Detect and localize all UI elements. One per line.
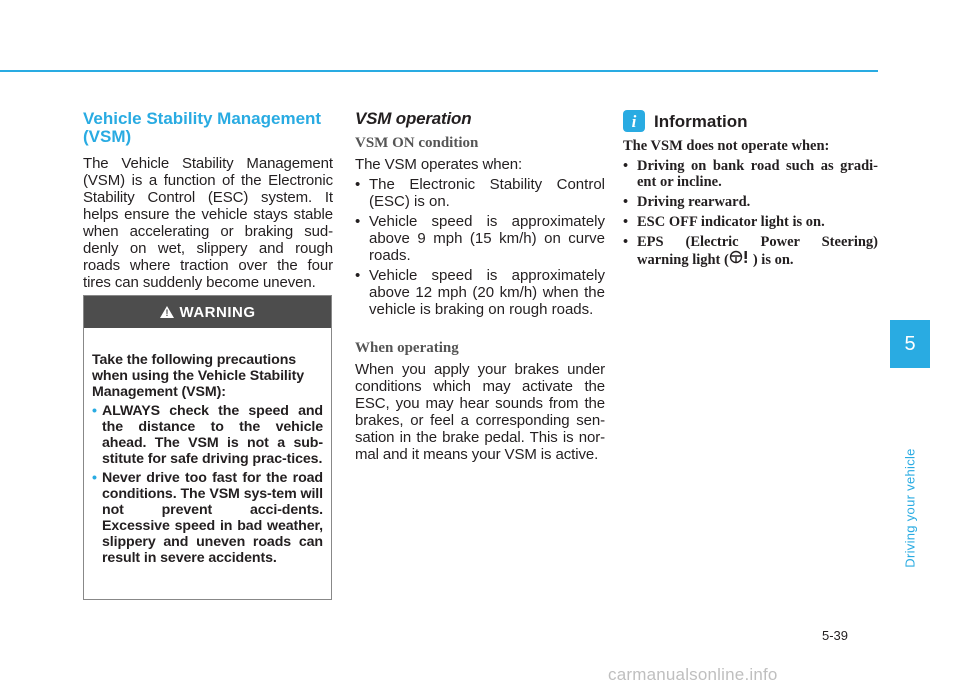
- warning-header: [84, 296, 331, 328]
- watermark: carmanualsonline.info: [608, 665, 778, 684]
- vsm-on-item: • Vehicle speed is approximately above 9 mph (15 km/h) on curve roads.: [355, 213, 605, 264]
- vsm-operation-title: VSM operation: [355, 109, 472, 128]
- bullet-icon: •: [92, 403, 97, 419]
- warning-box: [83, 295, 332, 600]
- vsm-on-heading: VSM ON condition: [355, 135, 479, 151]
- warning-lead: Take the following precautions when using the Vehicle Stability Management (VSM):: [92, 352, 305, 400]
- vsm-on-item: • The Electronic Stability Control (ESC) is on.: [355, 176, 605, 210]
- top-rule: [0, 70, 878, 72]
- bullet-icon: •: [92, 470, 97, 486]
- warning-label: WARNING: [179, 303, 256, 321]
- information-item: • Driving rearward.: [623, 194, 751, 210]
- info-icon: i: [623, 110, 645, 132]
- information-body: [623, 138, 878, 268]
- chapter-tab: [890, 320, 930, 368]
- section-title: Vehicle Stability Management (VSM): [83, 109, 322, 146]
- bullet-icon: •: [355, 213, 361, 230]
- vsm-on-item: • Vehicle speed is approximately above 12 mph (20 km/h) when the vehicle is braking on rough roads.: [355, 267, 605, 318]
- warning-body: [84, 328, 331, 566]
- warning-item: • Never drive too fast for the road conditions. The VSM sys-tem will not prevent acci-dents. Excessive speed in bad weather, slippery and uneven roads can result in severe accidents.: [92, 470, 323, 566]
- warning-list: [92, 403, 323, 566]
- information-item-eps: • EPS (Electric Power Steering) warning light ( ) is on.: [623, 234, 878, 268]
- vsm-on-lead: The VSM operates when:: [355, 156, 523, 173]
- bullet-icon: •: [623, 234, 629, 250]
- information-header: [623, 110, 878, 132]
- chapter-number: 5: [904, 332, 916, 355]
- information-lead: The VSM does not operate when:: [623, 138, 830, 154]
- bullet-icon: •: [623, 158, 629, 174]
- bullet-icon: •: [623, 214, 629, 230]
- bullet-icon: •: [623, 194, 629, 210]
- warning-item: • ALWAYS check the speed and the distance to the vehicle ahead. The VSM is not a sub-stitute for safe driving prac-tices.: [92, 403, 323, 467]
- intro-paragraph: The Vehicle Stability Management (VSM) is a function of the Electronic Stability Control (ESC) system. It helps ensure the vehicle stays stable when accelerating or braking sud-denly on wet, slippery and rough roads where traction over the four tires can suddenly become uneven.: [83, 155, 333, 291]
- chapter-label: Driving your vehicle: [902, 448, 918, 568]
- bullet-icon: •: [355, 267, 361, 284]
- information-item: • Driving on bank road such as gradi-ent or incline.: [623, 158, 878, 190]
- column-right: [623, 110, 878, 268]
- information-item: • ESC OFF indicator light is on.: [623, 214, 825, 230]
- column-middle: [355, 110, 605, 463]
- warning-triangle-icon: !: [160, 306, 174, 318]
- vsm-on-list: [355, 176, 605, 318]
- when-operating-heading: When operating: [355, 340, 459, 356]
- steering-warning-icon: [729, 250, 753, 264]
- page-number: 5-39: [822, 628, 849, 643]
- information-title: Information: [654, 111, 748, 131]
- when-operating-text: When you apply your brakes under conditions which may activate the ESC, you may hear sounds from the brakes, or feel a corresponding sen-sation in the brake pedal. This is nor-mal and it means your VSM is active.: [355, 361, 605, 463]
- bullet-icon: •: [355, 176, 361, 193]
- column-left: [83, 110, 333, 291]
- information-list: [623, 158, 878, 268]
